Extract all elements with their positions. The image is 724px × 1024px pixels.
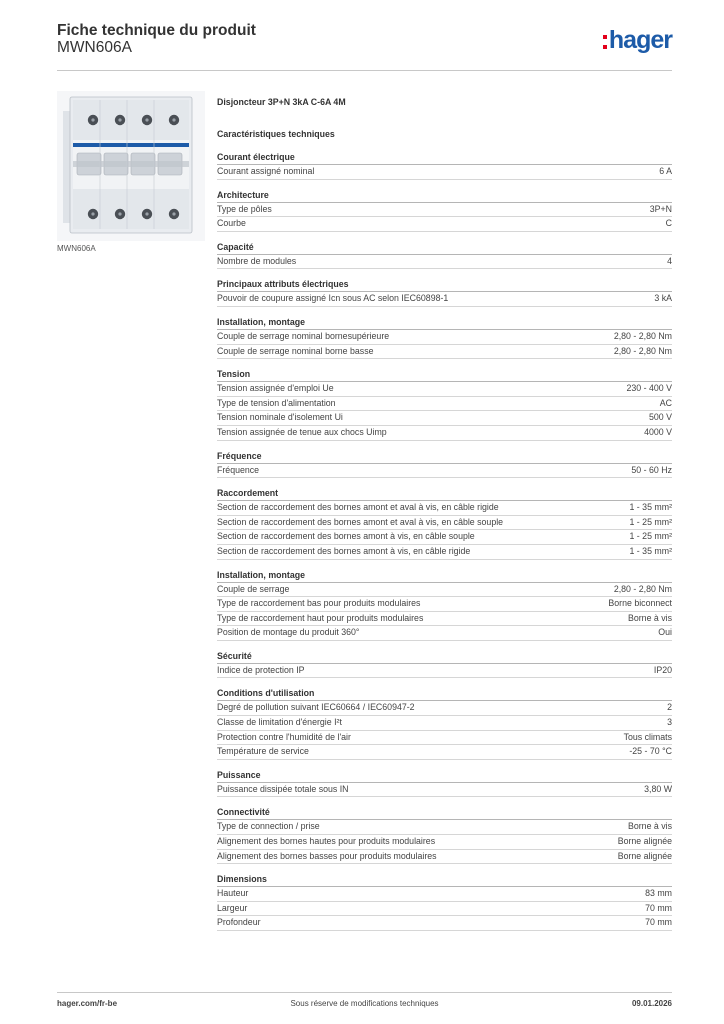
spec-section bbox=[217, 569, 672, 641]
characteristics-heading: Caractéristiques techniques bbox=[217, 129, 335, 139]
spec-row bbox=[217, 820, 672, 835]
spec-row bbox=[217, 701, 672, 716]
spec-value: Borne biconnect bbox=[608, 598, 672, 609]
spec-label: Température de service bbox=[217, 746, 309, 757]
spec-value: 1 - 35 mm² bbox=[629, 545, 672, 556]
spec-value: 1 - 25 mm² bbox=[629, 531, 672, 542]
spec-row bbox=[217, 716, 672, 731]
spec-row bbox=[217, 626, 672, 641]
spec-row bbox=[217, 426, 672, 441]
spec-value: 83 mm bbox=[645, 888, 672, 899]
section-title: Principaux attributs électriques bbox=[217, 278, 672, 292]
spec-value: 70 mm bbox=[645, 902, 672, 913]
spec-label: Type de tension d'alimentation bbox=[217, 397, 336, 408]
spec-label: Tension nominale d'isolement Ui bbox=[217, 412, 343, 423]
spec-row bbox=[217, 783, 672, 798]
circuit-breaker-image bbox=[57, 91, 205, 241]
spec-value: C bbox=[665, 218, 672, 229]
spec-value: 3,80 W bbox=[644, 783, 672, 794]
logo-dots-icon bbox=[603, 35, 607, 49]
product-name: Disjoncteur 3P+N 3kA C-6A 4M bbox=[217, 97, 346, 107]
spec-sections bbox=[217, 151, 672, 931]
product-image bbox=[57, 91, 205, 241]
spec-section bbox=[217, 450, 672, 479]
spec-row bbox=[217, 330, 672, 345]
spec-value: 230 - 400 V bbox=[626, 383, 672, 394]
spec-row bbox=[217, 464, 672, 479]
spec-row bbox=[217, 545, 672, 560]
image-caption: MWN606A bbox=[57, 244, 96, 253]
spec-row bbox=[217, 902, 672, 917]
spec-label: Indice de protection IP bbox=[217, 664, 305, 675]
spec-value: 4000 V bbox=[644, 426, 672, 437]
spec-section bbox=[217, 189, 672, 232]
spec-row bbox=[217, 397, 672, 412]
spec-section bbox=[217, 806, 672, 864]
hager-logo bbox=[603, 28, 672, 52]
section-title: Raccordement bbox=[217, 487, 672, 501]
spec-value: 2,80 - 2,80 Nm bbox=[613, 583, 672, 594]
spec-label: Type de raccordement bas pour produits modulaires bbox=[217, 598, 421, 609]
spec-section bbox=[217, 316, 672, 359]
spec-row bbox=[217, 916, 672, 931]
spec-section bbox=[217, 368, 672, 440]
spec-label: Tension assignée de tenue aux chocs Uimp bbox=[217, 426, 387, 437]
spec-value: AC bbox=[659, 397, 672, 408]
spec-label: Position de montage du produit 360° bbox=[217, 627, 360, 638]
spec-value: Borne à vis bbox=[627, 612, 672, 623]
page-footer bbox=[57, 992, 672, 1013]
spec-label: Pouvoir de coupure assigné Icn sous AC selon IEC60898-1 bbox=[217, 293, 449, 304]
spec-value: Tous climats bbox=[623, 731, 672, 742]
spec-row bbox=[217, 835, 672, 850]
spec-value: 2,80 - 2,80 Nm bbox=[613, 345, 672, 356]
spec-row bbox=[217, 255, 672, 270]
spec-row bbox=[217, 530, 672, 545]
section-title: Sécurité bbox=[217, 650, 672, 664]
spec-value: Borne alignée bbox=[617, 836, 672, 847]
spec-value: 4 bbox=[667, 255, 672, 266]
spec-row bbox=[217, 583, 672, 598]
page-header bbox=[57, 22, 672, 71]
spec-row bbox=[217, 203, 672, 218]
spec-label: Courant assigné nominal bbox=[217, 166, 315, 176]
section-title: Courant électrique bbox=[217, 151, 672, 165]
spec-label: Alignement des bornes hautes pour produits modulaires bbox=[217, 836, 436, 847]
spec-row bbox=[217, 345, 672, 360]
spec-row bbox=[217, 664, 672, 679]
spec-label: Section de raccordement des bornes amont à vis, en câble rigide bbox=[217, 545, 471, 556]
footer-website[interactable]: hager.com/fr-be bbox=[57, 999, 118, 1008]
section-title: Installation, montage bbox=[217, 316, 672, 330]
spec-label: Degré de pollution suivant IEC60664 / IEC60947-2 bbox=[217, 702, 415, 713]
spec-value: 2,80 - 2,80 Nm bbox=[613, 330, 672, 341]
spec-row bbox=[217, 850, 672, 865]
spec-value: 3 bbox=[667, 717, 672, 728]
section-title: Architecture bbox=[217, 189, 672, 203]
spec-row bbox=[217, 887, 672, 902]
section-title: Tension bbox=[217, 368, 672, 382]
spec-label: Classe de limitation d'énergie I²t bbox=[217, 717, 342, 728]
spec-label: Courbe bbox=[217, 218, 246, 229]
spec-row bbox=[217, 516, 672, 531]
spec-value: 6 A bbox=[659, 166, 672, 176]
spec-value: 70 mm bbox=[645, 917, 672, 928]
footer-notice: Sous réserve de modifications techniques bbox=[290, 999, 439, 1008]
spec-row bbox=[217, 597, 672, 612]
spec-label: Nombre de modules bbox=[217, 255, 297, 266]
spec-label: Section de raccordement des bornes amont et aval à vis, en câble souple bbox=[217, 516, 504, 527]
spec-row bbox=[217, 382, 672, 397]
spec-label: Section de raccordement des bornes amont à vis, en câble souple bbox=[217, 531, 475, 542]
spec-value: 3 kA bbox=[654, 293, 672, 304]
spec-section bbox=[217, 687, 672, 759]
spec-section bbox=[217, 241, 672, 270]
section-title: Puissance bbox=[217, 769, 672, 783]
spec-row bbox=[217, 165, 672, 180]
spec-section bbox=[217, 278, 672, 307]
spec-value: 50 - 60 Hz bbox=[631, 464, 672, 475]
spec-label: Couple de serrage nominal bornesupérieure bbox=[217, 330, 390, 341]
spec-label: Tension assignée d'emploi Ue bbox=[217, 383, 334, 394]
spec-label: Protection contre l'humidité de l'air bbox=[217, 731, 351, 742]
spec-row bbox=[217, 612, 672, 627]
spec-value: 3P+N bbox=[649, 203, 672, 214]
spec-label: Alignement des bornes basses pour produits modulaires bbox=[217, 850, 437, 861]
spec-value: Borne à vis bbox=[627, 821, 672, 832]
spec-row bbox=[217, 292, 672, 307]
spec-value: 500 V bbox=[649, 412, 672, 423]
spec-label: Fréquence bbox=[217, 464, 260, 475]
spec-value: Borne alignée bbox=[617, 850, 672, 861]
spec-label: Profondeur bbox=[217, 917, 261, 928]
spec-value: -25 - 70 °C bbox=[629, 746, 672, 757]
section-title: Conditions d'utilisation bbox=[217, 687, 672, 701]
product-reference: MWN606A bbox=[57, 39, 132, 56]
spec-section bbox=[217, 873, 672, 931]
spec-label: Section de raccordement des bornes amont et aval à vis, en câble rigide bbox=[217, 502, 499, 513]
section-title: Installation, montage bbox=[217, 569, 672, 583]
section-title: Connectivité bbox=[217, 806, 672, 820]
footer-date: 09.01.2026 bbox=[631, 999, 672, 1008]
document-title: Fiche technique du produit bbox=[57, 22, 256, 39]
spec-label: Type de pôles bbox=[217, 203, 272, 214]
spec-label: Hauteur bbox=[217, 888, 249, 899]
section-title: Fréquence bbox=[217, 450, 672, 464]
spec-label: Type de raccordement haut pour produits modulaires bbox=[217, 612, 424, 623]
section-title: Dimensions bbox=[217, 873, 672, 887]
spec-label: Largeur bbox=[217, 902, 248, 913]
spec-section bbox=[217, 487, 672, 559]
spec-label: Puissance dissipée totale sous IN bbox=[217, 783, 349, 794]
spec-label: Couple de serrage nominal borne basse bbox=[217, 345, 374, 356]
logo-text: hager bbox=[608, 26, 672, 54]
spec-row bbox=[217, 501, 672, 516]
spec-row bbox=[217, 745, 672, 760]
spec-value: 2 bbox=[667, 702, 672, 713]
spec-value: 1 - 35 mm² bbox=[629, 502, 672, 513]
spec-value: Oui bbox=[658, 627, 672, 638]
spec-value: 1 - 25 mm² bbox=[629, 516, 672, 527]
section-title: Capacité bbox=[217, 241, 672, 255]
specifications bbox=[217, 96, 672, 940]
spec-label: Couple de serrage bbox=[217, 583, 290, 594]
spec-row bbox=[217, 411, 672, 426]
spec-value: IP20 bbox=[653, 664, 672, 675]
spec-label: Type de connection / prise bbox=[217, 821, 320, 832]
spec-row bbox=[217, 217, 672, 232]
spec-row bbox=[217, 731, 672, 746]
spec-section bbox=[217, 650, 672, 679]
spec-section bbox=[217, 151, 672, 180]
spec-section bbox=[217, 769, 672, 798]
